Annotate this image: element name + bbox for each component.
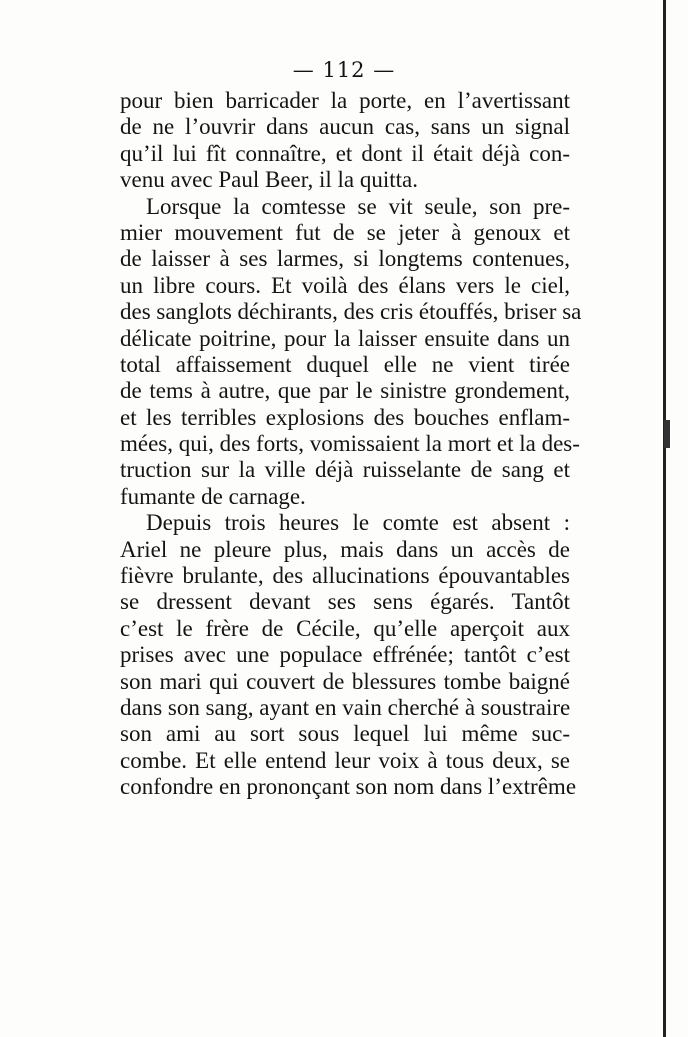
page-edge-shadow bbox=[663, 0, 666, 1037]
text-line: son ami au sort sous lequel lui même suc- bbox=[120, 721, 570, 747]
body-text bbox=[120, 88, 582, 801]
text-line: dans son sang, ayant en vain cherché à soustraire bbox=[120, 694, 571, 720]
text-line: fumante de carnage. bbox=[120, 483, 306, 509]
text-line: c’est le frère de Cécile, qu’elle aperçoit aux bbox=[120, 615, 570, 641]
text-line: de tems à autre, que par le sinistre grondement, bbox=[120, 378, 570, 404]
text-line: total affaissement duquel elle ne vient tirée bbox=[120, 351, 570, 377]
page-edge-mark bbox=[664, 420, 670, 448]
text-line: truction sur la ville déjà ruisselante de sang et bbox=[120, 457, 570, 483]
text-line: délicate poitrine, pour la laisser ensuite dans un bbox=[120, 325, 570, 351]
text-line: et les terribles explosions des bouches enflam- bbox=[120, 404, 570, 430]
text-line: combe. Et elle entend leur voix à tous deux, se bbox=[120, 747, 570, 773]
text-line: qu’il lui fît connaître, et dont il était déjà con- bbox=[120, 140, 570, 166]
text-line: de laisser à ses larmes, si longtems contenues, bbox=[120, 246, 570, 272]
page-number: — 112 — bbox=[292, 58, 396, 82]
text-line: fièvre brulante, des allucinations épouvantables bbox=[120, 563, 570, 589]
text-line: Lorsque la comtesse se vit seule, son pre- bbox=[146, 193, 570, 219]
text-line: venu avec Paul Beer, il la quitta. bbox=[120, 167, 418, 193]
text-line: son mari qui couvert de blessures tombe baigné bbox=[120, 668, 570, 694]
text-line: Depuis trois heures le comte est absent : bbox=[146, 510, 570, 536]
text-line: mées, qui, des forts, vomissaient la mort et la des- bbox=[120, 431, 580, 457]
text-line: de ne l’ouvrir dans aucun cas, sans un signal bbox=[120, 114, 570, 140]
text-line: pour bien barricader la porte, en l’avertissant bbox=[120, 88, 570, 113]
text-line: mier mouvement fut de se jeter à genoux et bbox=[120, 219, 570, 245]
text-line: des sanglots déchirants, des cris étouffés, briser sa bbox=[120, 299, 582, 325]
text-line: se dressent devant ses sens égarés. Tantôt bbox=[120, 589, 570, 615]
text-line: confondre en prononçant son nom dans l’extrême bbox=[120, 774, 577, 800]
text-line: prises avec une populace effrénée; tantôt c’est bbox=[120, 642, 570, 668]
text-line: un libre cours. Et voilà des élans vers le ciel, bbox=[120, 272, 570, 298]
text-line: Ariel ne pleure plus, mais dans un accès de bbox=[120, 536, 570, 562]
